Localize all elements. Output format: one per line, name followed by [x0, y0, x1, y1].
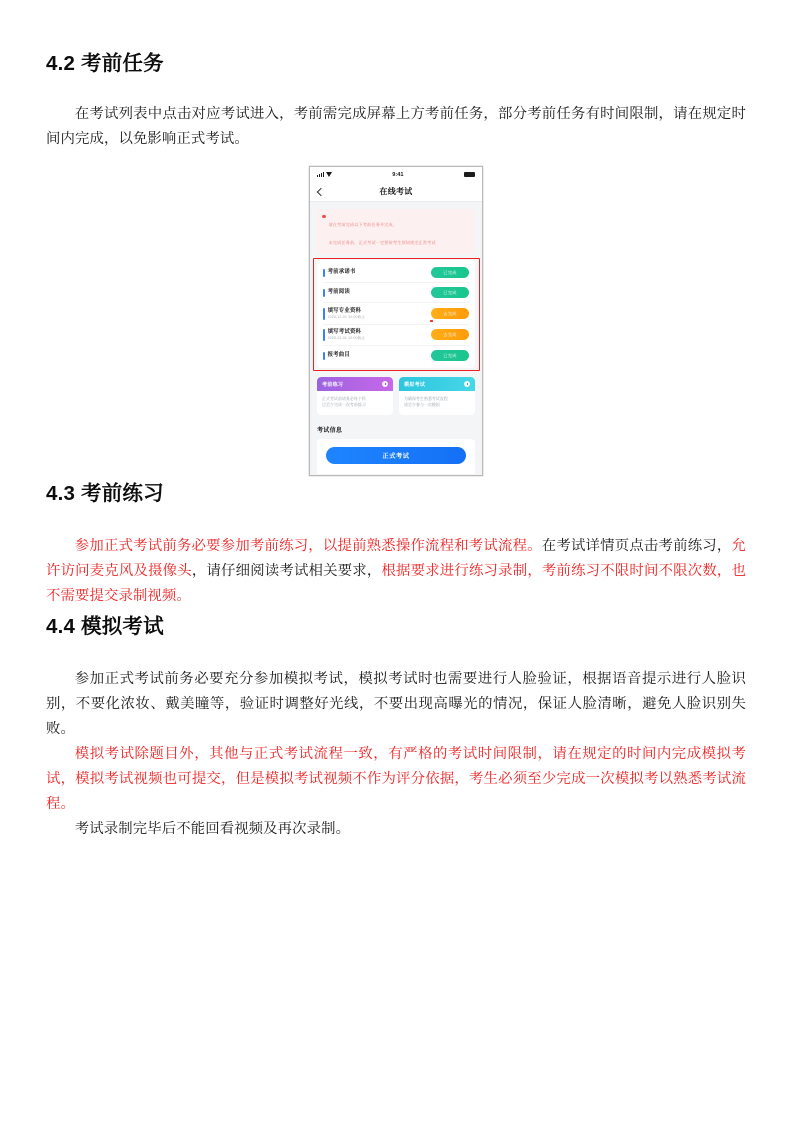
card-header: [317, 377, 393, 391]
phone-nav-bar: [310, 182, 482, 202]
task-texts: [328, 352, 350, 359]
task-left: [323, 352, 350, 360]
task-accent-bar: [323, 308, 325, 320]
status-time: 9:41: [392, 171, 404, 178]
task-row[interactable]: [323, 263, 469, 283]
phone-page-title: 在线考试: [379, 187, 413, 196]
task-texts: [328, 269, 356, 276]
notice-line-1: 请在考前完成以下考前任务并完成，: [328, 222, 398, 227]
practice-cards: [317, 377, 475, 414]
task-left: [323, 269, 356, 277]
card-title: 模拟考试: [404, 381, 426, 388]
card-title: 考前练习: [322, 381, 344, 388]
task-accent-bar: [323, 289, 325, 297]
task-title: 报考曲目: [327, 351, 350, 358]
wifi-icon: [326, 172, 332, 177]
task-title: 考前阅读: [327, 288, 350, 295]
task-status-badge[interactable]: 已完成: [431, 350, 469, 361]
task-title: 填写考试资料: [327, 328, 362, 335]
task-texts: [328, 329, 365, 341]
task-list-container: [317, 260, 475, 368]
task-accent-bar: [323, 329, 325, 341]
task-accent-bar: [323, 352, 325, 360]
task-left: [323, 329, 365, 341]
task-texts: [328, 308, 365, 320]
card-body: [399, 391, 475, 414]
phone-screenshot-figure: [46, 166, 746, 476]
phone-status-bar: [310, 167, 482, 182]
card-desc-line: 正式考试前请务必每个科: [322, 396, 366, 402]
task-status-badge[interactable]: 已完成: [431, 267, 469, 278]
task-deadline: 2025-12-01 12:00截止: [327, 336, 365, 341]
task-status-badge[interactable]: 去完成: [431, 308, 469, 319]
task-list: [317, 260, 475, 368]
task-left: [323, 289, 350, 297]
task-left: [323, 308, 365, 320]
task-status-badge[interactable]: 已完成: [431, 287, 469, 298]
card-desc-line: 目至少完成一次考前练习: [322, 402, 366, 407]
exam-info-panel: [317, 439, 475, 474]
task-row[interactable]: [323, 283, 469, 303]
exam-info-heading: 考试信息: [317, 427, 343, 434]
unread-dot-icon: [430, 320, 433, 323]
card-pre-exam-practice[interactable]: [317, 377, 393, 414]
run-red-3: 根据要求进行练习录制，考前练习不限时间不限次数，也不需要提交录制视频。: [46, 563, 746, 604]
card-body: [317, 391, 393, 414]
clock-icon: [464, 381, 470, 387]
notice-line-2: 未完成任务前，正式考试一定要按考生须知规定正常考试: [328, 240, 436, 245]
notice-text: [329, 213, 471, 249]
paragraph-4-4-3: 考试录制完毕后不能回看视频及再次录制。: [74, 821, 351, 837]
task-title: 填写专业资料: [327, 307, 362, 314]
run-red-1: 参加正式考试前务必要参加考前练习，以提前熟悉操作流程和考试流程。: [74, 538, 542, 554]
task-row[interactable]: [323, 346, 469, 365]
phone-frame: [309, 166, 483, 476]
section-heading-4-3: 4.3 考前练习: [46, 482, 164, 505]
pre-exam-notice-banner: [317, 209, 475, 254]
paragraph-4-4-1: 参加正式考试前务必要充分参加模拟考试，模拟考试时也需要进行人脸验证，根据语音提示进行人脸识别，不要化浓妆、戴美瞳等，验证时调整好光线，不要出现高曝光的情况，保证人脸清晰，避免人脸识别失败。: [46, 671, 746, 737]
paragraph-4-3-1: [46, 534, 746, 609]
phone-screen-content: [310, 202, 482, 476]
run-red-2: 允许访问麦克风及摄像头: [46, 538, 746, 579]
card-mock-exam[interactable]: [399, 377, 475, 414]
card-desc-line: 请至少参与一次模拟: [404, 402, 440, 407]
task-deadline: 2025-12-01 12:00截止: [327, 315, 365, 320]
section-heading-4-4: 4.4 模拟考试: [46, 615, 164, 638]
paragraph-4-2-1: 在考试列表中点击对应考试进入，考前需完成屏幕上方考前任务，部分考前任务有时间限制，请在规定时间内完成，以免影响正式考试。: [46, 106, 746, 147]
start-official-exam-button[interactable]: 正式考试: [326, 447, 466, 464]
task-title: 考前承诺书: [327, 268, 356, 275]
task-row[interactable]: [323, 303, 469, 324]
card-desc-line: 为确保考生熟悉考试流程: [404, 396, 448, 402]
task-row[interactable]: [323, 325, 469, 346]
battery-icon: [464, 172, 475, 177]
run-black-1: 在考试详情页点击考前练习，: [541, 538, 732, 554]
task-texts: [328, 289, 350, 296]
task-accent-bar: [323, 269, 325, 277]
paragraph-4-4-2: 模拟考试除题目外，其他与正式考试流程一致，有严格的考试时间限制，请在规定的时间内完成模拟考试，模拟考试视频也可提交，但是模拟考试视频不作为评分依据，考生必须至少完成一次模拟考以熟悉考试流程。: [46, 746, 746, 812]
task-status-badge[interactable]: 去完成: [431, 329, 469, 340]
run-black-2: ，请仔细阅读考试相关要求，: [191, 563, 382, 579]
card-header: [399, 377, 475, 391]
signal-bars-icon: [317, 172, 324, 177]
clock-icon: [382, 381, 388, 387]
warning-dot-icon: [322, 215, 326, 219]
status-left-icons: [317, 172, 332, 177]
section-heading-4-2: 4.2 考前任务: [46, 52, 164, 75]
